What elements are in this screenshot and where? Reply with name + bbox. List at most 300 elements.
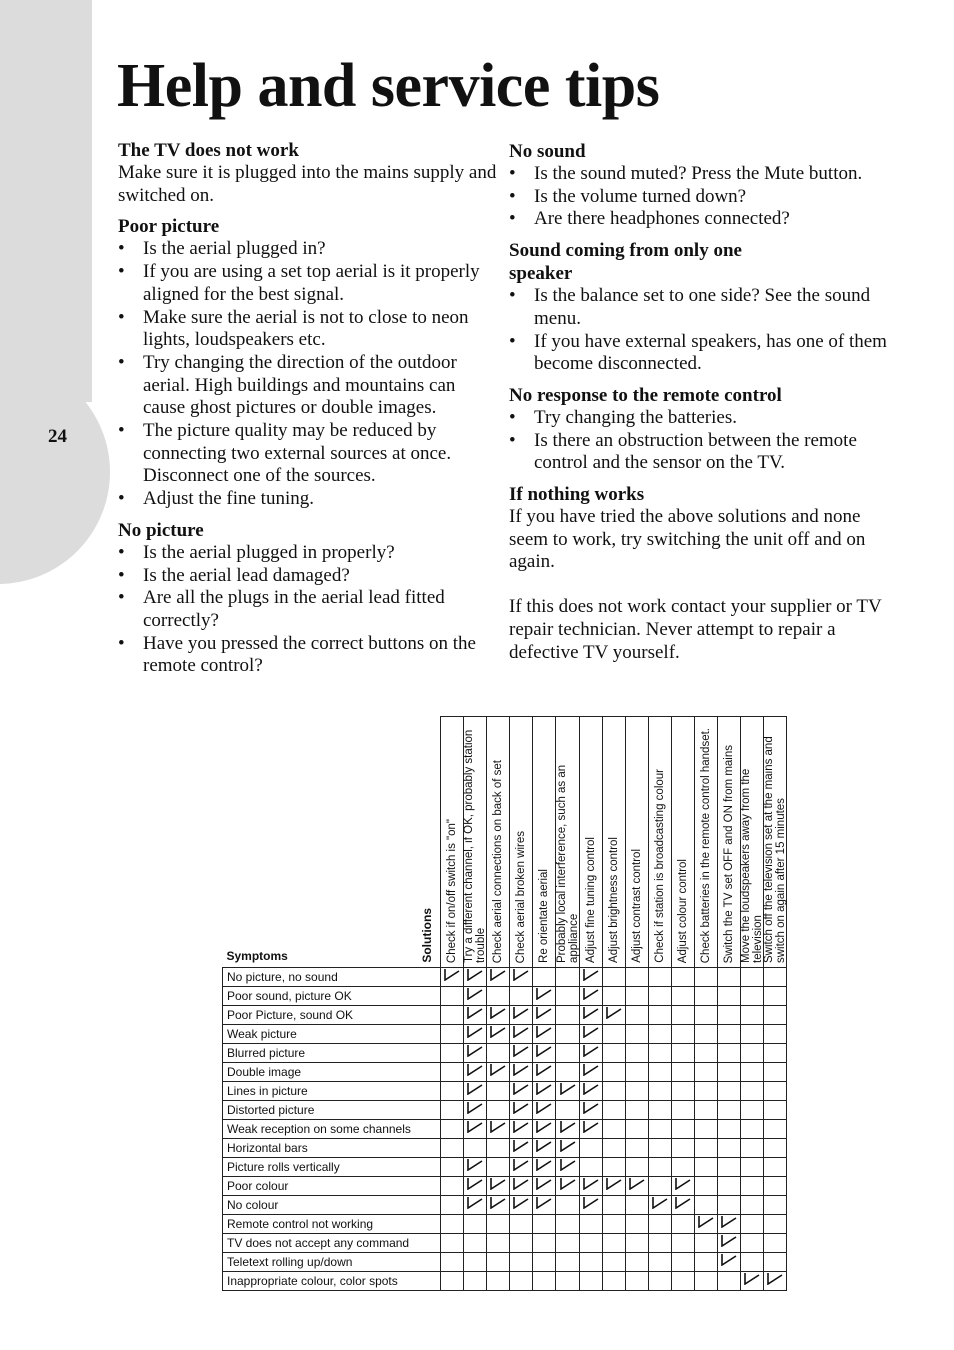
mark-cell [625, 1101, 648, 1120]
checked-cell [533, 1006, 556, 1025]
mark-cell [764, 1063, 787, 1082]
mark-cell [718, 1158, 741, 1177]
mark-cell [441, 1234, 464, 1253]
solution-label: Try a different channel, if OK, probably station trouble [463, 729, 488, 963]
mark-cell [602, 1139, 625, 1158]
mark-cell [718, 1082, 741, 1101]
checked-cell [487, 1196, 510, 1215]
mark-cell [625, 987, 648, 1006]
mark-cell [648, 987, 671, 1006]
checked-cell [510, 1120, 533, 1139]
mark-cell [487, 1215, 510, 1234]
checked-cell [464, 1158, 487, 1177]
solution-header [464, 717, 487, 968]
check-mark-icon [513, 1082, 529, 1095]
check-mark-icon [513, 1006, 529, 1019]
mark-cell [671, 1044, 694, 1063]
mark-cell [556, 1006, 579, 1025]
check-mark-icon [698, 1215, 714, 1228]
table-row [223, 987, 787, 1006]
checked-cell [510, 1196, 533, 1215]
check-mark-icon [652, 1196, 668, 1209]
mark-cell [441, 1006, 464, 1025]
checked-cell [464, 1063, 487, 1082]
section-text: If this does not work contact your supplier or TV repair technician. Never attempt to repair a defective TV yourself. [509, 596, 882, 663]
mark-cell [556, 1044, 579, 1063]
mark-cell [741, 968, 764, 987]
mark-cell [671, 968, 694, 987]
check-mark-icon [583, 1025, 599, 1038]
mark-cell [764, 968, 787, 987]
mark-cell [741, 1120, 764, 1139]
checked-cell [487, 1120, 510, 1139]
mark-cell [602, 1158, 625, 1177]
mark-cell [602, 1272, 625, 1291]
section-heading: No response to the remote control [509, 384, 782, 406]
checked-cell [695, 1215, 718, 1234]
mark-cell [671, 1158, 694, 1177]
mark-cell [533, 1272, 556, 1291]
mark-cell [695, 1082, 718, 1101]
mark-cell [441, 1253, 464, 1272]
solution-label: Switch off the television set at the mains and switch on again after 15 minutes [763, 736, 788, 963]
mark-cell [648, 1158, 671, 1177]
checked-cell [464, 1025, 487, 1044]
checked-cell [671, 1177, 694, 1196]
check-mark-icon [467, 987, 483, 1000]
checked-cell [556, 1139, 579, 1158]
mark-cell [625, 1120, 648, 1139]
checked-cell [579, 1006, 602, 1025]
mark-cell [533, 968, 556, 987]
checked-cell [533, 1177, 556, 1196]
mark-cell [441, 1063, 464, 1082]
check-mark-icon [467, 1063, 483, 1076]
bullet-list [509, 285, 904, 376]
check-mark-icon [583, 1196, 599, 1209]
solution-label: Check batteries in the remote control handset. [700, 727, 713, 963]
solution-label: Check aerial broken wires [515, 830, 528, 963]
table-row [223, 968, 787, 987]
check-mark-icon [467, 1120, 483, 1133]
mark-cell [671, 1253, 694, 1272]
section-text: If you have tried the above solutions and none seem to work, try switching the unit off and on again. [509, 506, 866, 573]
mark-cell [625, 1253, 648, 1272]
mark-cell [695, 968, 718, 987]
list-item: • Try changing the batteries. [509, 406, 737, 428]
mark-cell [764, 1215, 787, 1234]
mark-cell [718, 1196, 741, 1215]
mark-cell [487, 987, 510, 1006]
mark-cell [602, 1063, 625, 1082]
checked-cell [579, 987, 602, 1006]
checked-cell [487, 1006, 510, 1025]
table-row [223, 1196, 787, 1215]
list-item: • The picture quality may be reduced by connecting two external sources at once. Disconnect one of the sources. [118, 420, 452, 487]
checked-cell [625, 1177, 648, 1196]
checked-cell [464, 1006, 487, 1025]
checked-cell [579, 968, 602, 987]
mark-cell [625, 1063, 648, 1082]
mark-cell [648, 1101, 671, 1120]
mark-cell [556, 987, 579, 1006]
list-item: • Are all the plugs in the aerial lead fitted correctly? [118, 587, 445, 631]
mark-cell [718, 1044, 741, 1063]
mark-cell [625, 968, 648, 987]
mark-cell [671, 1082, 694, 1101]
check-mark-icon [490, 1177, 506, 1190]
check-mark-icon [536, 987, 552, 1000]
mark-cell [741, 1177, 764, 1196]
solution-header [510, 717, 533, 968]
checked-cell [741, 1272, 764, 1291]
check-mark-icon [513, 1158, 529, 1171]
check-mark-icon [583, 1101, 599, 1114]
mark-cell [625, 1025, 648, 1044]
list-item: • Adjust the fine tuning. [118, 488, 314, 510]
mark-cell [441, 1101, 464, 1120]
mark-cell [671, 1025, 694, 1044]
table-row [223, 1272, 787, 1291]
check-mark-icon [536, 1120, 552, 1133]
checked-cell [602, 1006, 625, 1025]
bullet-list [118, 542, 498, 678]
section-no-sound [509, 140, 904, 231]
mark-cell [556, 1253, 579, 1272]
check-mark-icon [721, 1234, 737, 1247]
solution-header [441, 717, 464, 968]
mark-cell [625, 1272, 648, 1291]
mark-cell [718, 1006, 741, 1025]
checked-cell [510, 1006, 533, 1025]
mark-cell [741, 1158, 764, 1177]
checked-cell [718, 1215, 741, 1234]
table-corner [223, 717, 441, 968]
mark-cell [764, 1253, 787, 1272]
mark-cell [556, 1101, 579, 1120]
mark-cell [487, 1253, 510, 1272]
mark-cell [764, 1196, 787, 1215]
check-mark-icon [721, 1253, 737, 1266]
mark-cell [487, 1082, 510, 1101]
checked-cell [602, 1177, 625, 1196]
checked-cell [533, 1044, 556, 1063]
check-mark-icon [467, 1196, 483, 1209]
check-mark-icon [467, 1044, 483, 1057]
mark-cell [602, 1253, 625, 1272]
mark-cell [487, 1044, 510, 1063]
checked-cell [533, 987, 556, 1006]
mark-cell [695, 1139, 718, 1158]
checked-cell [487, 1025, 510, 1044]
mark-cell [625, 1139, 648, 1158]
check-mark-icon [467, 1101, 483, 1114]
mark-cell [556, 1215, 579, 1234]
table-row [223, 1234, 787, 1253]
solution-label: Adjust brightness control [607, 837, 620, 963]
mark-cell [648, 1253, 671, 1272]
checked-cell [533, 1139, 556, 1158]
section-heading: Poor picture [118, 216, 220, 238]
checked-cell [556, 1177, 579, 1196]
mark-cell [441, 1082, 464, 1101]
mark-cell [464, 1272, 487, 1291]
mark-cell [464, 1234, 487, 1253]
page-title: Help and service tips [117, 52, 660, 120]
checked-cell [579, 1101, 602, 1120]
checked-cell [579, 1082, 602, 1101]
checked-cell [510, 1139, 533, 1158]
mark-cell [764, 1044, 787, 1063]
check-mark-icon [675, 1177, 691, 1190]
check-mark-icon [513, 1044, 529, 1057]
check-mark-icon [536, 1101, 552, 1114]
check-mark-icon [583, 1063, 599, 1076]
section-poor-picture [118, 215, 498, 510]
right-column [509, 140, 904, 672]
checked-cell [764, 1272, 787, 1291]
mark-cell [625, 1234, 648, 1253]
section-heading: No sound [509, 141, 586, 162]
mark-cell [648, 968, 671, 987]
check-mark-icon [536, 1158, 552, 1171]
mark-cell [556, 968, 579, 987]
checked-cell [533, 1101, 556, 1120]
mark-cell [579, 1272, 602, 1291]
solution-header [671, 717, 694, 968]
mark-cell [533, 1234, 556, 1253]
mark-cell [695, 1272, 718, 1291]
checked-cell [510, 1082, 533, 1101]
mark-cell [602, 1234, 625, 1253]
mark-cell [764, 1120, 787, 1139]
list-item: • If you have external speakers, has one of them become disconnected. [509, 330, 887, 375]
mark-cell [718, 1063, 741, 1082]
mark-cell [625, 1044, 648, 1063]
checked-cell [464, 1044, 487, 1063]
solution-header [695, 717, 718, 968]
check-mark-icon [467, 968, 483, 981]
list-item: • Is the volume turned down? [509, 185, 747, 207]
solution-label: Adjust contrast control [630, 849, 643, 963]
checked-cell [579, 1196, 602, 1215]
mark-cell [741, 1063, 764, 1082]
mark-cell [741, 987, 764, 1006]
check-mark-icon [467, 1025, 483, 1038]
check-mark-icon [536, 1044, 552, 1057]
table-row [223, 1006, 787, 1025]
mark-cell [741, 1196, 764, 1215]
check-mark-icon [513, 1063, 529, 1076]
symptom-label: Poor sound, picture OK [223, 987, 441, 1006]
mark-cell [487, 1139, 510, 1158]
check-mark-icon [467, 1177, 483, 1190]
mark-cell [579, 1253, 602, 1272]
solution-label: Adjust fine tuning control [584, 837, 597, 963]
side-tab-circle [0, 360, 110, 584]
checked-cell [487, 968, 510, 987]
list-item: • Is the aerial plugged in? [118, 238, 326, 260]
mark-cell [441, 1120, 464, 1139]
mark-cell [741, 1082, 764, 1101]
mark-cell [556, 1196, 579, 1215]
mark-cell [764, 1139, 787, 1158]
page-number: 24 [48, 426, 67, 447]
symptom-label: Poor colour [223, 1177, 441, 1196]
mark-cell [718, 987, 741, 1006]
checked-cell [510, 1177, 533, 1196]
check-mark-icon [490, 968, 506, 981]
list-item: • Is the sound muted? Press the Mute button. [509, 163, 863, 184]
check-mark-icon [560, 1082, 576, 1095]
checked-cell [671, 1196, 694, 1215]
mark-cell [487, 1158, 510, 1177]
table-row [223, 1063, 787, 1082]
side-tab-bar [0, 0, 92, 402]
checked-cell [556, 1082, 579, 1101]
list-item: • Is the aerial lead damaged? [118, 564, 350, 586]
check-mark-icon [490, 1120, 506, 1133]
bullet-list [509, 163, 904, 231]
section-no-picture [118, 519, 498, 678]
checked-cell [579, 1063, 602, 1082]
mark-cell [602, 1044, 625, 1063]
table-row [223, 1082, 787, 1101]
mark-cell [510, 1272, 533, 1291]
check-mark-icon [583, 1044, 599, 1057]
check-mark-icon [583, 1120, 599, 1133]
mark-cell [741, 1044, 764, 1063]
mark-cell [648, 1177, 671, 1196]
solution-header [718, 717, 741, 968]
symptom-label: Weak picture [223, 1025, 441, 1044]
section-heading: No picture [118, 519, 204, 541]
mark-cell [718, 1177, 741, 1196]
list-item: • If you are using a set top aerial is it properly aligned for the best signal. [118, 261, 480, 305]
checked-cell [648, 1196, 671, 1215]
checked-cell [579, 1177, 602, 1196]
mark-cell [510, 987, 533, 1006]
check-mark-icon [536, 1177, 552, 1190]
symptom-label: TV does not accept any command [223, 1234, 441, 1253]
checked-cell [464, 1120, 487, 1139]
check-mark-icon [583, 1177, 599, 1190]
table-row [223, 1120, 787, 1139]
checked-cell [533, 1082, 556, 1101]
symptom-label: Blurred picture [223, 1044, 441, 1063]
solutions-label: Solutions [420, 908, 434, 963]
mark-cell [718, 1120, 741, 1139]
table-row [223, 1139, 787, 1158]
check-mark-icon [467, 1006, 483, 1019]
mark-cell [695, 1120, 718, 1139]
solution-label: Check if on/off switch is "on" [446, 818, 459, 963]
mark-cell [764, 1101, 787, 1120]
mark-cell [718, 968, 741, 987]
check-mark-icon [721, 1215, 737, 1228]
check-mark-icon [560, 1120, 576, 1133]
checked-cell [579, 1120, 602, 1139]
mark-cell [671, 1234, 694, 1253]
mark-cell [441, 1177, 464, 1196]
solution-header [579, 717, 602, 968]
mark-cell [764, 1082, 787, 1101]
mark-cell [671, 1063, 694, 1082]
mark-cell [671, 1139, 694, 1158]
check-mark-icon [583, 987, 599, 1000]
mark-cell [671, 1120, 694, 1139]
mark-cell [695, 1158, 718, 1177]
mark-cell [648, 1272, 671, 1291]
check-mark-icon [467, 1158, 483, 1171]
mark-cell [533, 1253, 556, 1272]
mark-cell [464, 1253, 487, 1272]
symptom-label: Inappropriate colour, color spots [223, 1272, 441, 1291]
mark-cell [579, 1234, 602, 1253]
solution-header [487, 717, 510, 968]
checked-cell [487, 1177, 510, 1196]
solution-label: Check aerial connections on back of set [492, 759, 505, 963]
solution-label: Check if station is broadcasting colour [653, 769, 666, 963]
mark-cell [695, 1196, 718, 1215]
checked-cell [510, 1063, 533, 1082]
mark-cell [648, 1025, 671, 1044]
mark-cell [625, 1006, 648, 1025]
mark-cell [741, 1234, 764, 1253]
mark-cell [695, 1177, 718, 1196]
check-mark-icon [606, 1006, 622, 1019]
mark-cell [695, 1025, 718, 1044]
mark-cell [441, 1196, 464, 1215]
mark-cell [718, 1272, 741, 1291]
table-row [223, 1177, 787, 1196]
mark-cell [695, 987, 718, 1006]
check-mark-icon [467, 1082, 483, 1095]
solution-label: Move the loudspeakers away from the television [740, 768, 765, 963]
symptom-label: Remote control not working [223, 1215, 441, 1234]
symptom-label: Weak reception on some channels [223, 1120, 441, 1139]
mark-cell [487, 1272, 510, 1291]
table-row [223, 1215, 787, 1234]
checked-cell [533, 1196, 556, 1215]
solution-header [648, 717, 671, 968]
mark-cell [764, 1177, 787, 1196]
solution-header [602, 717, 625, 968]
mark-cell [625, 1196, 648, 1215]
mark-cell [556, 1272, 579, 1291]
check-mark-icon [767, 1272, 783, 1285]
section-text: Make sure it is plugged into the mains supply and switched on. [118, 162, 497, 206]
solution-label: Re orientate aerial [538, 869, 551, 963]
checked-cell [510, 1044, 533, 1063]
mark-cell [671, 1215, 694, 1234]
mark-cell [695, 1006, 718, 1025]
table-header-row [223, 717, 787, 968]
list-item: • Try changing the direction of the outdoor aerial. High buildings and mountains can cause ghost pictures or double images. [118, 351, 457, 419]
section-heading: If nothing works [509, 484, 645, 506]
mark-cell [648, 1063, 671, 1082]
mark-cell [671, 1006, 694, 1025]
check-mark-icon [536, 1082, 552, 1095]
mark-cell [718, 1139, 741, 1158]
check-mark-icon [444, 968, 460, 981]
mark-cell [602, 1120, 625, 1139]
mark-cell [441, 1044, 464, 1063]
mark-cell [510, 1215, 533, 1234]
mark-cell [487, 1234, 510, 1253]
mark-cell [695, 1234, 718, 1253]
mark-cell [695, 1253, 718, 1272]
